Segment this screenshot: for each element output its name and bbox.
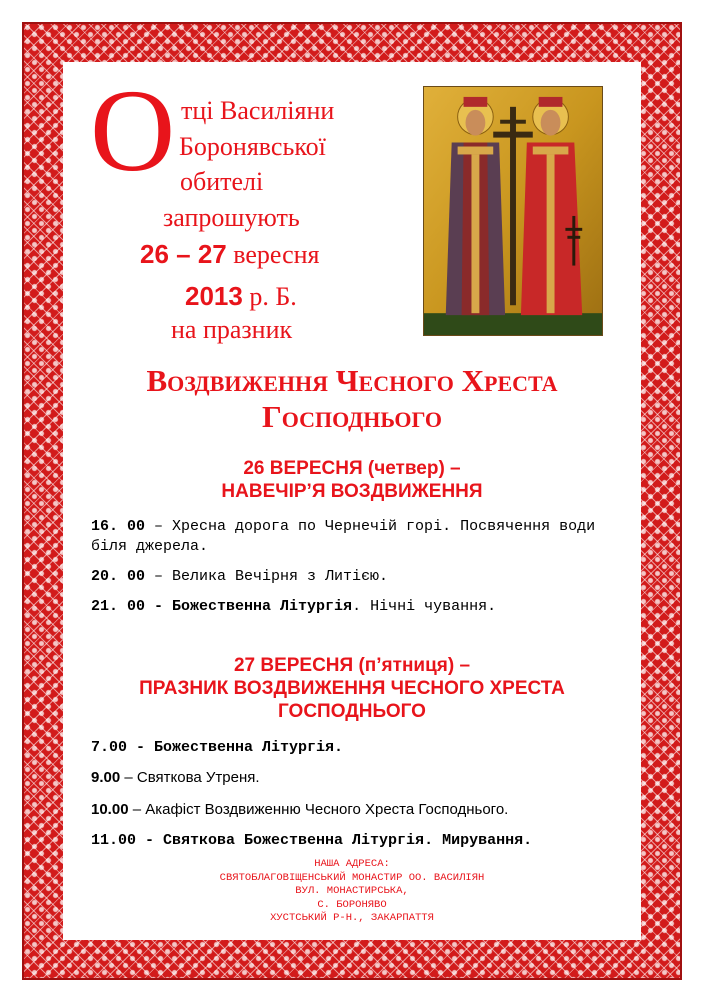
schedule-item xyxy=(91,597,631,617)
schedule-time: 10.00 xyxy=(91,801,129,818)
address-line-2: ВУЛ. МОНАСТИРСЬКА, xyxy=(295,885,409,897)
address-block xyxy=(62,858,642,926)
header-line-2: Боронявської xyxy=(179,132,326,161)
schedule-item xyxy=(91,567,631,587)
address-line-3: С. БОРОНЯВО xyxy=(317,898,387,911)
header-line-4: запрошують xyxy=(163,203,300,232)
schedule-time: 9.00 xyxy=(91,769,121,786)
schedule-item xyxy=(91,831,631,851)
day1-heading-line-2: НАВЕЧІР’Я ВОЗДВИЖЕННЯ xyxy=(221,481,483,502)
feast-dates: 26 – 27 xyxy=(140,239,227,269)
feast-title-line-2: Господнього xyxy=(261,399,443,434)
saints-icon-image xyxy=(423,86,603,336)
day1-heading xyxy=(62,457,642,503)
schedule-time: 20. 00 xyxy=(91,568,146,585)
address-label: НАША АДРЕСА: xyxy=(314,858,390,870)
schedule-bold-text: - Святкова Божественна Літургія. Мирування. xyxy=(136,832,533,849)
schedule-time: 7.00 xyxy=(91,739,128,756)
feast-year: 2013 xyxy=(185,281,243,311)
schedule-item xyxy=(91,517,631,557)
day2-heading-line-1: 27 ВЕРЕСНЯ (п’ятниця) – xyxy=(233,655,471,676)
schedule-text: – Святкова Утреня. xyxy=(120,769,260,786)
schedule-bold-text: - Божественна Літургія. xyxy=(127,739,344,756)
schedule-time: 11.00 xyxy=(91,832,137,849)
drop-cap-initial: О xyxy=(90,65,176,196)
day2-heading-line-2: ПРАЗНИК ВОЗДВИЖЕННЯ ЧЕСНОГО ХРЕСТА xyxy=(139,678,565,699)
header-line-3: обителі xyxy=(180,167,264,196)
feast-dates-line xyxy=(140,241,320,268)
schedule-text: . Нічні чування. xyxy=(352,598,497,615)
header-line-1: тці Василіяни xyxy=(181,96,335,125)
schedule-text: – Акафіст Воздвиженню Чесного Хреста Господнього. xyxy=(128,801,509,818)
schedule-text: – Велика Вечірня з Литією. xyxy=(145,568,389,585)
schedule-text: – Хресна дорога по Чернечій горі. Посвячення води біля джерела. xyxy=(91,518,596,555)
schedule-item xyxy=(91,768,631,788)
feast-month: вересня xyxy=(233,240,320,269)
feast-year-line xyxy=(185,283,297,310)
feast-title-line-1: Воздвиження Чесного Хреста xyxy=(146,363,558,398)
day1-heading-line-1: 26 ВЕРЕСНЯ (четвер) – xyxy=(243,458,461,479)
day2-heading xyxy=(62,654,642,723)
day2-heading-line-3: ГОСПОДНЬОГО xyxy=(278,701,426,722)
schedule-bold-text: - Божественна Літургія xyxy=(145,598,353,615)
feast-era: р. Б. xyxy=(249,282,297,311)
schedule-item xyxy=(91,800,631,820)
on-feast-label: на празник xyxy=(171,315,293,344)
schedule-time: 21. 00 xyxy=(91,598,146,615)
address-line-4: ХУСТСЬКИЙ Р-Н., ЗАКАРПАТТЯ xyxy=(270,912,434,924)
schedule-item xyxy=(91,738,631,758)
schedule-time: 16. 00 xyxy=(91,518,146,535)
address-line-1: СВЯТОБЛАГОВІЩЕНСЬКИЙ МОНАСТИР ОО. ВАСИЛІЯН xyxy=(219,871,485,884)
